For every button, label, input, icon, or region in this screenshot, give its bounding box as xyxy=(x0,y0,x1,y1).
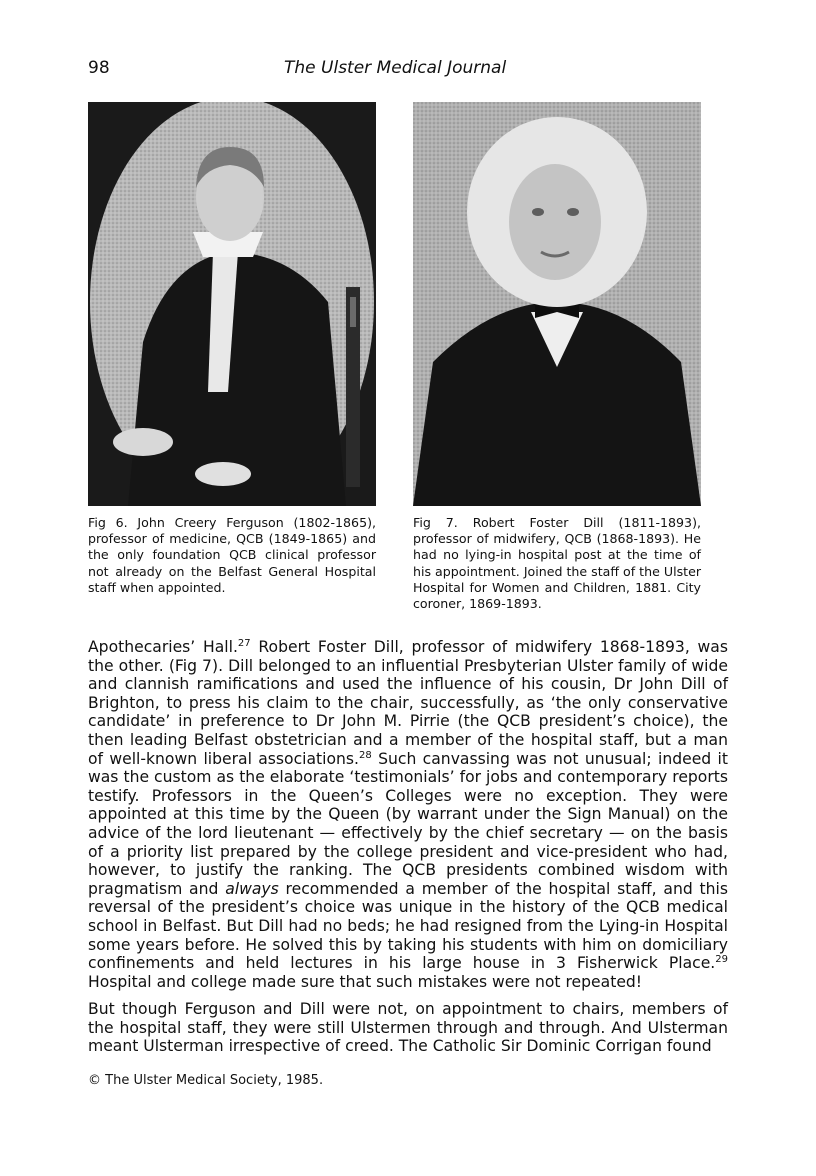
text-run: Such canvassing was not unusual; indeed it was the custom as the elaborate ‘testimonials’ for jobs and contemporary reports testify. Professors in the Queen’s Colleges were no exception. They were appointed at this time by the Queen (by warrant under the Sign Manual) on the advice of the lord lieutenant — effectively by the chief secretary — on the basis of a priority list prepared by the college president and vice-president who had, however, to justify the ranking. The QCB presidents combined wisdom with pragmatism and xyxy=(88,749,728,898)
page-header xyxy=(88,58,728,82)
reference-29: 29 xyxy=(715,953,728,965)
journal-title: The Ulster Medical Journal xyxy=(284,58,507,78)
figure-7-caption: Fig 7. Robert Foster Dill (1811-1893), professor of midwifery, QCB (1868-1893). He had no lying-in hospital post at the time of his appointment. Joined the staff of the Ulster Hospital for Women and Children, 1881. City coroner, 1869-1893. xyxy=(413,515,701,612)
portrait-image xyxy=(413,102,701,506)
portrait-photo-dill xyxy=(413,102,701,506)
emphasis: always xyxy=(225,879,279,898)
text-run: recommended a member of the hospital staff, and this reversal of the president’s choice was unique in the history of the QCB medical school in Belfast. But Dill had no beds; he had resigned from the Lying-in Hospital some years before. He solved this by taking his students with him on domiciliary confinements and held lectures in his large house in 3 Fisherwick Place. xyxy=(88,879,728,973)
text-run: Hospital and college made sure that such mistakes were not repeated! xyxy=(88,972,643,991)
copyright-footer: © The Ulster Medical Society, 1985. xyxy=(88,1073,324,1088)
page-number: 98 xyxy=(88,58,110,78)
figure-6-caption: Fig 6. John Creery Ferguson (1802-1865), professor of medicine, QCB (1849-1865) and the only foundation QCB clinical professor not already on the Belfast General Hospital staff when appointed. xyxy=(88,515,376,595)
paragraph: But though Ferguson and Dill were not, on appointment to chairs, members of the hospital staff, they were still Ulstermen through and through. And Ulsterman meant Ulsterman irrespective of creed. The Catholic Sir Dominic Corrigan found xyxy=(88,1000,728,1056)
reference-27: 27 xyxy=(237,637,251,649)
text-run: Robert Foster Dill, professor of midwifery 1868-1893, was the other. (Fig 7). Dill belonged to an influential Presbyterian Ulster family of wide and clannish ramifications and used the influence of his cousin, Dr John Dill of Brighton, to press his claim to the chair, successfully, as ‘the only conservative candidate’ in preference to Dr John M. Pirrie (the QCB president’s choice), the then leading Belfast obstetrician and a member of the hospital staff, but a man of well-known liberal associations. xyxy=(88,638,728,768)
text-run: Apothecaries’ Hall. xyxy=(88,638,238,656)
article-body xyxy=(88,638,728,1065)
paragraph xyxy=(88,638,728,991)
portrait-photo-ferguson xyxy=(88,102,376,506)
reference-28: 28 xyxy=(359,749,372,761)
portrait-image xyxy=(88,102,376,506)
